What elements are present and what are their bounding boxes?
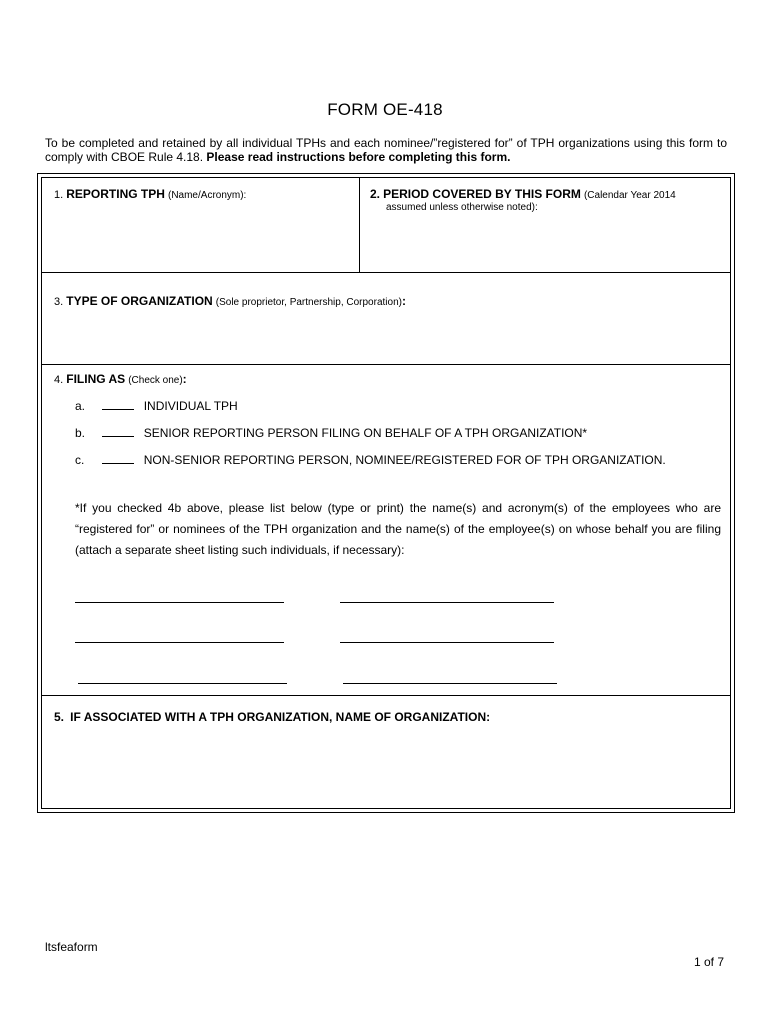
section5-organization-name-field[interactable]: [54, 710, 490, 724]
section2-number: 2.: [370, 187, 381, 201]
employee-name-line[interactable]: [75, 602, 284, 603]
section3-title: TYPE OF ORGANIZATION: [66, 294, 213, 308]
section2-title: PERIOD COVERED BY THIS FORM: [383, 187, 581, 201]
section4-filing-as-heading: [54, 372, 187, 386]
option-letter: a.: [75, 399, 86, 413]
option-check-blank[interactable]: [102, 453, 134, 464]
employee-name-line[interactable]: [75, 642, 284, 643]
section4-instructions: *If you checked 4b above, please list below (type or print) the name(s) and acronym(s) of the employees who are “registered for” or nominees of the TPH organization and the name(s) of the employee(s) on whose behalf you are filing (attach a separate sheet listing such individuals, if necessary):: [75, 501, 721, 557]
section2-note-continued: assumed unless otherwise noted):: [386, 202, 538, 213]
intro-text: To be completed and retained by all individual TPHs and each nominee/”registered for” of TPH organizations using this form to comply with CBOE Rule 4.18.: [45, 136, 727, 164]
section5-title: IF ASSOCIATED WITH A TPH ORGANIZATION, NAME OF ORGANIZATION:: [70, 710, 491, 724]
option-check-blank[interactable]: [102, 399, 134, 410]
filing-option-c[interactable]: [75, 453, 666, 467]
option-label: INDIVIDUAL TPH: [143, 399, 238, 413]
intro-bold-text: Please read instructions before completing this form.: [206, 150, 511, 164]
option-check-blank[interactable]: [102, 426, 134, 437]
section4-colon: :: [182, 372, 187, 386]
section3-bottom-divider: [41, 364, 731, 365]
section2-period-field[interactable]: [370, 187, 676, 201]
section4-number: 4.: [54, 374, 64, 386]
employee-name-line[interactable]: [78, 683, 287, 684]
section4-note: (Check one): [128, 375, 183, 386]
section3-colon: :: [401, 294, 406, 308]
section1-number: 1.: [54, 189, 64, 201]
employee-name-line[interactable]: [340, 602, 554, 603]
section5-number: 5.: [54, 710, 65, 724]
section4-title: FILING AS: [66, 372, 126, 386]
form-title: FORM OE-418: [327, 100, 443, 119]
option-letter: c.: [75, 453, 85, 467]
section1-note: (Name/Acronym):: [167, 190, 247, 201]
filing-option-a[interactable]: [75, 399, 238, 413]
section4-bottom-divider: [41, 695, 731, 696]
employee-name-line[interactable]: [343, 683, 557, 684]
option-label: NON-SENIOR REPORTING PERSON, NOMINEE/REGISTERED FOR OF TPH ORGANIZATION.: [143, 453, 666, 467]
option-label: SENIOR REPORTING PERSON FILING ON BEHALF OF A TPH ORGANIZATION*: [143, 426, 588, 440]
intro-paragraph: [45, 136, 727, 164]
section3-number: 3.: [54, 296, 64, 308]
option-letter: b.: [75, 426, 86, 440]
section1-reporting-tph-field[interactable]: [54, 187, 246, 201]
section3-note: (Sole proprietor, Partnership, Corporation): [215, 297, 402, 308]
section1-title: REPORTING TPH: [66, 187, 165, 201]
section1-2-divider: [359, 177, 360, 273]
employee-name-line[interactable]: [340, 642, 554, 643]
filing-option-b[interactable]: [75, 426, 587, 440]
section2-bottom-divider: [41, 272, 731, 273]
footer-form-id: ltsfeaform: [45, 940, 98, 954]
page-number: 1 of 7: [694, 955, 725, 969]
section3-organization-type-field[interactable]: [54, 294, 406, 308]
section2-note: (Calendar Year 2014: [583, 190, 676, 201]
